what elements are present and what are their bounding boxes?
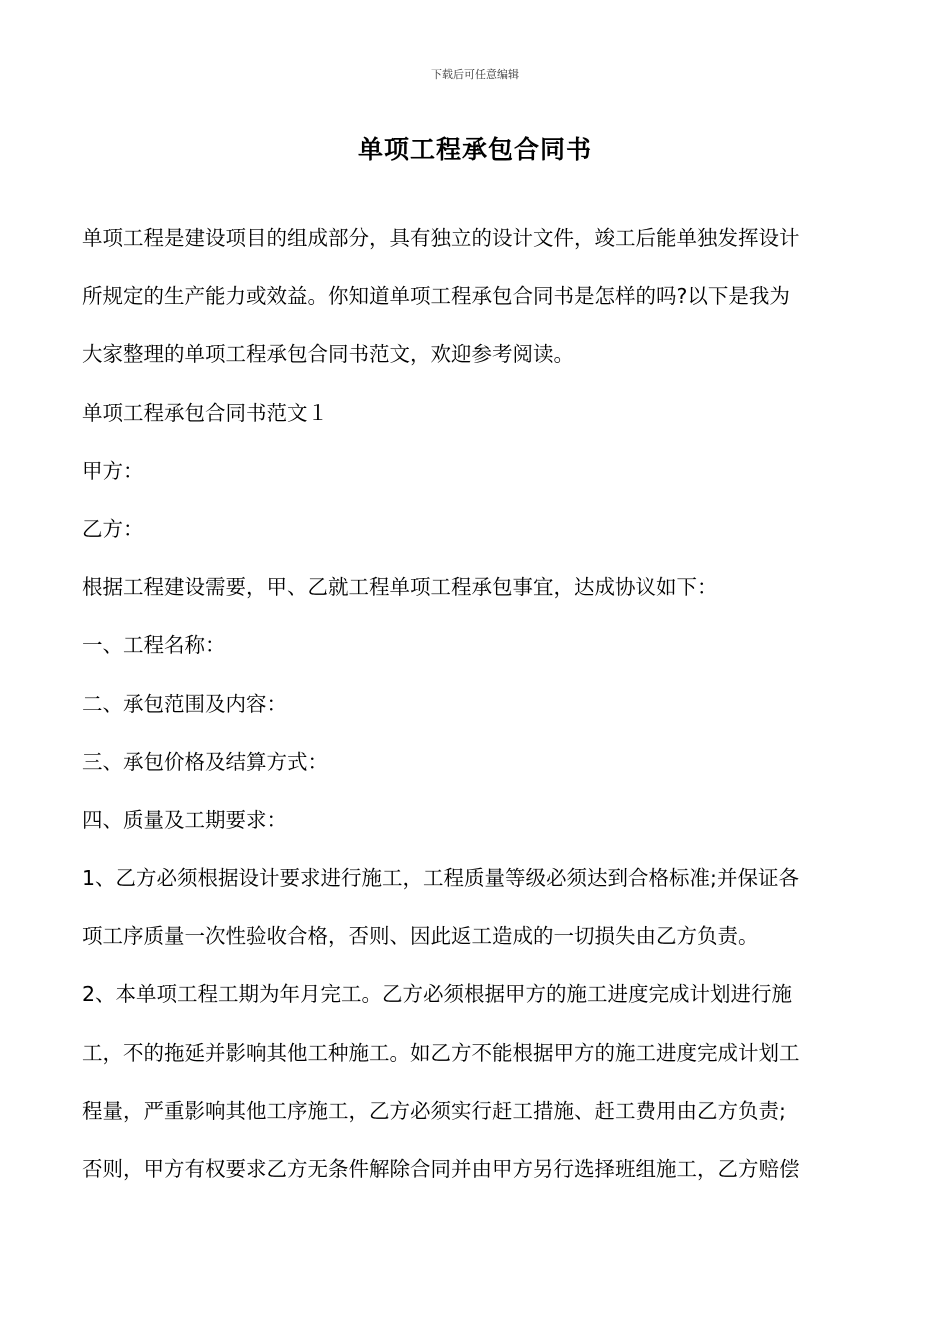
clause-heading: 一、工程名称： — [82, 633, 226, 658]
section-heading: 单项工程承包合同书范文１ — [82, 400, 328, 425]
paragraph-line: 大家整理的单项工程承包合同书范文，欢迎参考阅读。 — [82, 342, 574, 367]
document-body — [82, 218, 872, 1207]
paragraph-line: 工，不的拖延并影响其他工种施工。如乙方不能根据甲方的施工进度完成计划工 — [82, 1040, 800, 1065]
paragraph-line: 项工序质量一次性验收合格，否则、因此返工造成的一切损失由乙方负责。 — [82, 924, 759, 949]
clause-heading: 三、承包价格及结算方式： — [82, 749, 328, 774]
clause-heading: 二、承包范围及内容： — [82, 691, 287, 716]
paragraph-line: 根据工程建设需要，甲、乙就工程单项工程承包事宜，达成协议如下： — [82, 575, 718, 600]
clause-heading: 四、质量及工期要求： — [82, 807, 287, 832]
paragraph-line: 1、乙方必须根据设计要求进行施工，工程质量等级必须达到合格标准;并保证各 — [82, 866, 799, 891]
paragraph-line: 2、本单项工程工期为年月完工。乙方必须根据甲方的施工进度完成计划进行施 — [82, 982, 793, 1007]
header-note: 下载后可任意编辑 — [431, 68, 519, 81]
paragraph-line: 否则，甲方有权要求乙方无条件解除合同并由甲方另行选择班组施工，乙方赔偿 — [82, 1157, 800, 1181]
party-a-label: 甲方： — [82, 458, 144, 483]
paragraph-line: 单项工程是建设项目的组成部分，具有独立的设计文件，竣工后能单独发挥设计 — [82, 226, 800, 250]
paragraph-line: 程量，严重影响其他工序施工，乙方必须实行赶工措施、赶工费用由乙方负责; — [82, 1098, 786, 1123]
document-title: 单项工程承包合同书 — [357, 135, 592, 164]
party-b-label: 乙方： — [82, 516, 144, 541]
paragraph-line: 所规定的生产能力或效益。你知道单项工程承包合同书是怎样的吗?以下是我为 — [82, 284, 790, 309]
